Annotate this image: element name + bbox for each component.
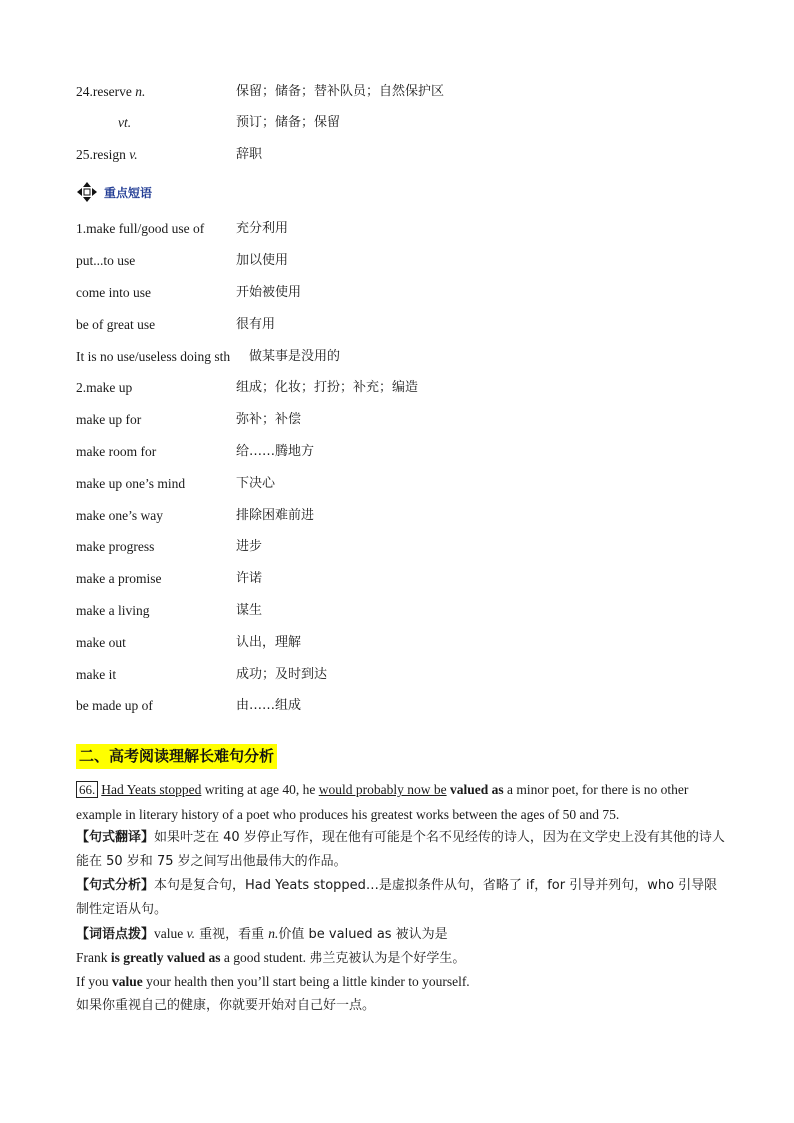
vocab-meaning: 辞职 [236,147,263,162]
phrase-cn: 开始被使用 [236,285,302,300]
example-sentence: If you value your health then you’ll start being a little kinder to yourself. [76,974,470,989]
phrase-cn: 谋生 [236,603,263,618]
phrase-en: be made up of [76,698,153,713]
phrase-en: make up for [76,412,142,427]
example-translation: 如果你重视自己的健康，你就要开始对自己好一点。 [76,998,376,1013]
phrase-cn: 组成；化妆；打扮；补充；编造 [236,380,419,395]
phrase-en: put...to use [76,253,136,268]
phrase-cn: 下决心 [236,476,276,491]
phrase-en: be of great use [76,317,156,332]
phrase-cn: 加以使用 [236,253,289,268]
sentence-number: 66. [76,781,98,798]
vocab-point: 【词语点拨】value v. 重视，看重 n.价值 be valued as 被认为是 [76,926,448,942]
phrase-en: 2.make up [76,380,133,395]
phrase-en: It is no use/useless doing sth [76,349,231,364]
phrase-cn: 做某事是没用的 [249,349,341,364]
phrase-en: come into use [76,285,151,300]
diamond-arrows-icon [76,181,98,203]
example-sentence: Frank is greatly valued as a good student. 弗兰克被认为是个好学生。 [76,950,466,966]
phrase-en: make a living [76,603,150,618]
analysis-sentence: 66. Had Yeats stopped writing at age 40, he would probably now be valued as a minor poet, for there is no other example in literary history of a poet who produces his greatest works between the ages of 50 and 75. [76,782,689,822]
phrase-cn: 排除困难前进 [236,508,315,523]
vocab-word: 24.reserve n. [76,84,146,99]
section-2-title: 二、高考阅读理解长难句分析 [76,744,277,769]
phrase-en: make a promise [76,571,162,586]
phrase-cn: 很有用 [236,317,276,332]
vocab-meaning: 预订；储备；保留 [236,115,341,130]
vocab-word: 25.resign v. [76,147,138,162]
phrase-en: make room for [76,444,157,459]
phrase-cn: 由……组成 [236,698,302,713]
phrase-en: 1.make full/good use of [76,221,205,236]
phrase-en: make it [76,667,117,682]
phrase-cn: 给……腾地方 [236,444,315,459]
phrase-cn: 许诺 [236,571,263,586]
phrase-cn: 成功；及时到达 [236,667,328,682]
phrase-en: make out [76,635,126,650]
sentence-analysis: 【句式分析】本句是复合句，Had Yeats stopped…是虚拟条件从句，省略了 if，for 引导并列句，who 引导限制性定语从句。 [76,878,718,917]
section-header [76,180,152,204]
phrase-en: make progress [76,539,155,554]
sentence-translation: 【句式翻译】如果叶芝在 40 岁停止写作，现在他有可能是个名不见经传的诗人，因为在文学史上没有其他的诗人能在 50 岁和 75 岁之间写出他最伟大的作品。 [76,830,725,869]
phrase-en: make one’s way [76,508,163,523]
phrase-cn: 充分利用 [236,221,289,236]
phrase-cn: 弥补；补偿 [236,412,302,427]
vocab-meaning: 保留；储备；替补队员；自然保护区 [236,84,445,99]
vocab-word: vt. [118,115,132,130]
phrase-cn: 进步 [236,539,263,554]
phrase-en: make up one’s mind [76,476,186,491]
phrase-cn: 认出，理解 [236,635,302,650]
section-title: 重点短语 [104,185,153,200]
